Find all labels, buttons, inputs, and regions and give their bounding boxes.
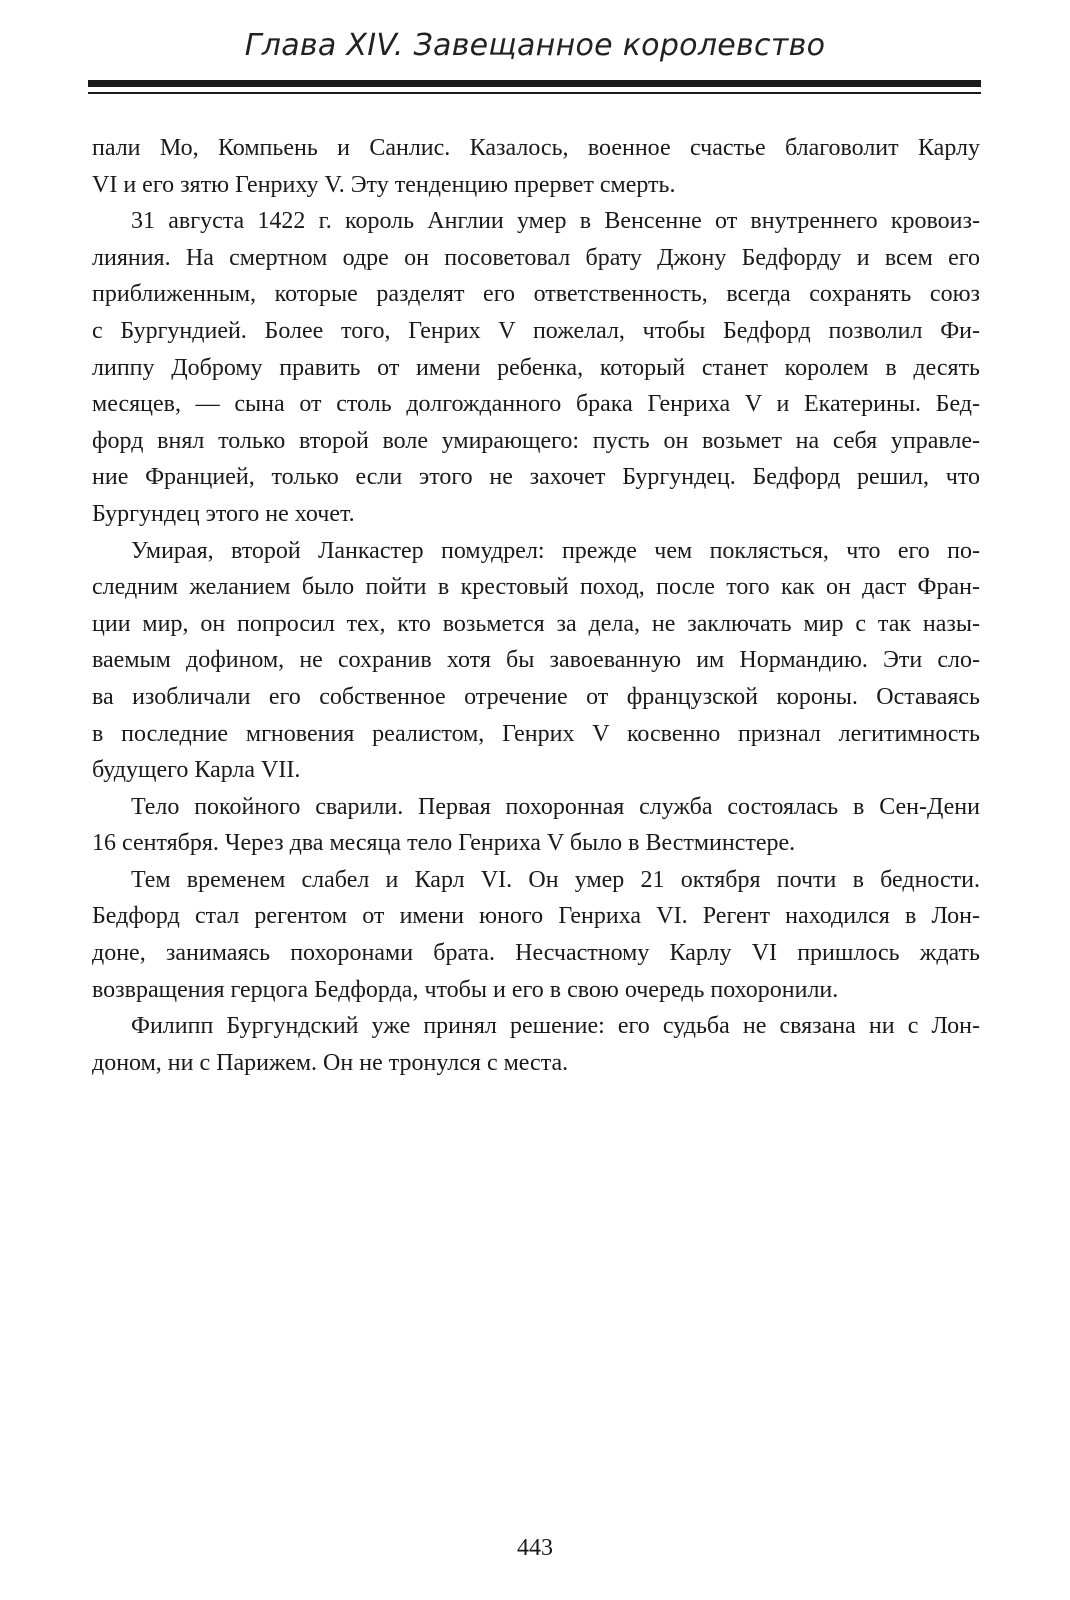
text-line: доном, ни с Парижем. Он не тронулся с места. (92, 1049, 569, 1076)
text-line: Умирая, второй Ланкастер помудрел: прежде чем поклясться, что его по- (131, 537, 980, 564)
running-header: Глава XIV. Завещанное королевство (244, 28, 826, 63)
text-line: Тем временем слабел и Карл VI. Он умер 21 октября почти в бедности. (131, 866, 980, 893)
text-line: Бедфорд стал регентом от имени юного Генриха VI. Регент находился в Лон- (92, 903, 980, 930)
text-line: Бургундец этого не хочет. (92, 500, 355, 527)
text-line: возвращения герцога Бедфорда, чтобы и его в свою очередь похоронили. (92, 976, 839, 1003)
text-line: с Бургундией. Более того, Генрих V пожелал, чтобы Бедфорд позволил Фи- (92, 317, 980, 344)
text-line: месяцев, — сына от столь долгожданного брака Генриха V и Екатерины. Бед- (92, 391, 980, 418)
text-line: 16 сентября. Через два месяца тело Генриха V было в Вестминстере. (92, 830, 796, 857)
header-rule-thin (88, 92, 981, 94)
text-line: ние Францией, только если этого не захочет Бургундец. Бедфорд решил, что (92, 464, 980, 491)
text-line: в последние мгновения реалистом, Генрих V косвенно признал легитимность (92, 720, 980, 747)
page-number: 443 (517, 1535, 553, 1561)
text-line: VI и его зятю Генриху V. Эту тенденцию прервет смерть. (92, 171, 676, 198)
text-line: Тело покойного сварили. Первая похоронная служба состоялась в Сен-Дени (131, 793, 980, 820)
text-line: приближенным, которые разделят его ответственность, всегда сохранять союз (92, 281, 980, 308)
text-line: форд внял только второй воле умирающего: пусть он возьмет на себя управле- (92, 427, 980, 454)
text-line: доне, занимаясь похоронами брата. Несчастному Карлу VI пришлось ждать (92, 940, 980, 967)
text-line: ва изобличали его собственное отречение от французской короны. Оставаясь (92, 683, 980, 710)
text-line: ции мир, он попросил тех, кто возьмется за дела, не заключать мир с так назы- (92, 610, 980, 637)
text-line: липпу Доброму править от имени ребенка, который станет королем в десять (92, 354, 980, 381)
text-line: 31 августа 1422 г. король Англии умер в Венсенне от внутреннего кровоиз- (131, 208, 980, 235)
body-text (92, 130, 980, 1081)
text-line: лияния. На смертном одре он посоветовал брату Джону Бедфорду и всем его (92, 244, 980, 271)
text-line: ваемым дофином, не сохранив хотя бы завоеванную им Нормандию. Эти сло- (92, 647, 980, 674)
text-line: Филипп Бургундский уже принял решение: его судьба не связана ни с Лон- (131, 1013, 980, 1040)
header-rule-thick (88, 80, 981, 87)
text-line: следним желанием было пойти в крестовый поход, после того как он даст Фран- (92, 574, 980, 601)
text-line: пали Мо, Компьень и Санлис. Казалось, военное счастье благоволит Карлу (92, 135, 980, 161)
text-line: будущего Карла VII. (92, 757, 301, 784)
